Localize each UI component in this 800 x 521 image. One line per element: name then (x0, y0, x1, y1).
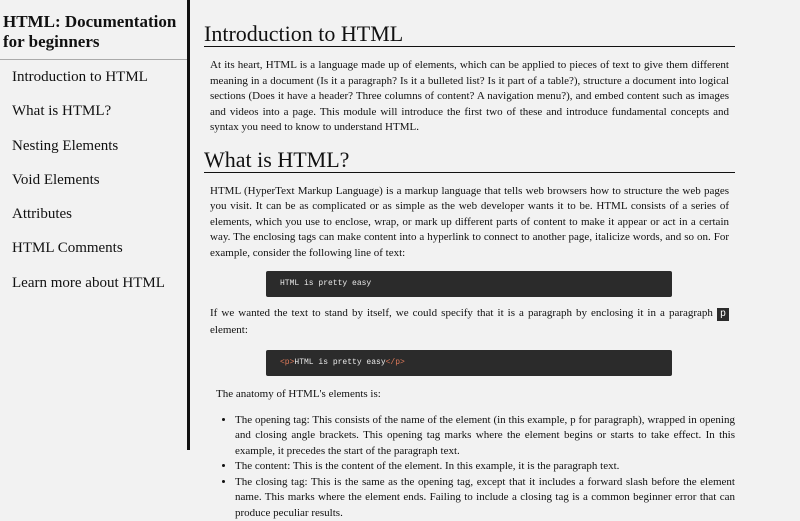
code-open-tag: <p> (280, 358, 294, 367)
nav-list (0, 60, 187, 300)
nav-link-attributes[interactable]: Attributes (0, 197, 187, 231)
inline-code-p: p (717, 308, 729, 321)
code-close-tag: </p> (386, 358, 405, 367)
navbar (0, 0, 190, 450)
nav-link-void-elements[interactable]: Void Elements (0, 163, 187, 197)
code-example-paragraph (266, 350, 672, 376)
text-after: element: (210, 324, 248, 336)
nav-link-nesting-elements[interactable]: Nesting Elements (0, 129, 187, 163)
nav-item (0, 231, 187, 265)
paragraph-wrap-explanation (204, 306, 735, 338)
code-text: HTML is pretty easy (280, 279, 371, 288)
anatomy-list (204, 413, 735, 521)
list-item: • The opening tag: This consists of the name of the element (in this example, p for paragraph), wrapped in opening and closing angle brackets. This opening tag marks where the element begins or starts to take effect. In this example, it precedes the start of the paragraph text. (235, 413, 735, 460)
section-what-is-html (204, 148, 735, 521)
section-title-what-is-html: What is HTML? (204, 148, 735, 173)
nav-item (0, 60, 187, 94)
nav-link-what-is-html[interactable]: What is HTML? (0, 94, 187, 128)
nav-link-introduction[interactable]: Introduction to HTML (0, 60, 187, 94)
nav-item (0, 197, 187, 231)
code-text: HTML is pretty easy (294, 358, 385, 367)
nav-link-learn-more[interactable]: Learn more about HTML (0, 266, 187, 300)
anatomy-intro: The anatomy of HTML's elements is: (204, 387, 735, 403)
text-before: If we wanted the text to stand by itself, we could specify that it is a paragraph by enclosing it in a paragraph (210, 307, 717, 319)
nav-item (0, 94, 187, 128)
list-item: • The closing tag: This is the same as the opening tag, except that it includes a forward slash before the element name. This marks where the element ends. Failing to include a closing tag is a common beginner error that can produce peculiar results. (235, 475, 735, 521)
section-title-introduction: Introduction to HTML (204, 22, 735, 47)
nav-item (0, 129, 187, 163)
main-doc (204, 0, 735, 450)
nav-item (0, 163, 187, 197)
section-introduction (204, 22, 735, 136)
intro-paragraph: At its heart, HTML is a language made up of elements, which can be applied to pieces of text to give them different meaning in a document (Is it a paragraph? Is it a bulleted list? Is it part of a table?), structure a document into logical sections (Does it have a header? Three columns of content? A navigation menu?), and embed content such as images and videos into a page. This module will introduce the first two of these and introduce fundamental concepts and syntax you need to know to understand HTML. (204, 58, 735, 136)
nav-link-html-comments[interactable]: HTML Comments (0, 231, 187, 265)
what-is-html-paragraph: HTML (HyperText Markup Language) is a markup language that tells web browsers how to structure the web pages you visit. It can be as complicated or as simple as the web developer wants it to be. HTML consists of a series of elements, which you use to enclose, wrap, or mark up different parts of content to make it appear or act in a certain way. The enclosing tags can make content into a hyperlink to connect to another page, italicize words, and so on. For example, consider the following line of text: (204, 184, 735, 262)
list-item: • The content: This is the content of the element. In this example, it is the paragraph text. (235, 459, 735, 475)
nav-item (0, 266, 187, 300)
code-example-plain (266, 271, 672, 297)
nav-header: HTML: Documentation for beginners (0, 0, 187, 60)
